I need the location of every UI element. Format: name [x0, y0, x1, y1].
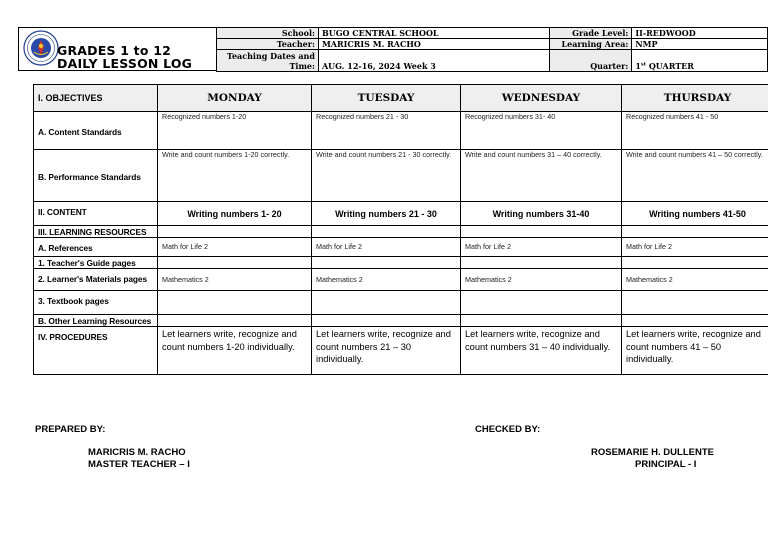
- quarter-ordinal: st: [640, 61, 647, 68]
- learners-materials-row: [34, 269, 768, 291]
- procedures-row: [34, 327, 768, 375]
- table-cell: [312, 226, 461, 238]
- table-cell: Recognized numbers 31- 40: [461, 112, 622, 150]
- table-cell: Writing numbers 31-40: [461, 202, 622, 226]
- wednesday-header: WEDNESDAY: [461, 85, 622, 112]
- table-cell: Recognized numbers 41 - 50: [622, 112, 768, 150]
- table-cell: [312, 257, 461, 269]
- table-cell: [622, 315, 768, 327]
- table-cell: Mathematics 2: [158, 269, 312, 291]
- table-cell: Write and count numbers 21 - 30 correctly.: [312, 150, 461, 202]
- quarter-label: Quarter:: [550, 50, 632, 72]
- deped-seal-icon: [23, 30, 59, 66]
- table-header-row: [34, 85, 768, 112]
- learning-area-value: NMP: [632, 39, 768, 50]
- table-cell: Writing numbers 41-50: [622, 202, 768, 226]
- table-cell: Recognized numbers 21 - 30: [312, 112, 461, 150]
- school-label: School:: [217, 28, 319, 39]
- table-cell: Math for Life 2: [158, 238, 312, 257]
- learning-resources-row: [34, 226, 768, 238]
- table-cell: Writing numbers 1- 20: [158, 202, 312, 226]
- table-cell: [312, 315, 461, 327]
- table-cell: Math for Life 2: [461, 238, 622, 257]
- row-label: B. Other Learning Resources: [38, 316, 152, 326]
- monday-header: MONDAY: [158, 85, 312, 112]
- teacher-value: MARICRIS M. RACHO: [318, 39, 549, 50]
- learning-area-label: Learning Area:: [550, 39, 632, 50]
- table-cell: [461, 257, 622, 269]
- table-cell: Writing numbers 21 - 30: [312, 202, 461, 226]
- grade-level-label: Grade Level:: [550, 28, 632, 39]
- table-cell: Write and count numbers 41 – 50 correctly.: [622, 150, 768, 202]
- checked-by-title: PRINCIPAL - I: [635, 459, 697, 470]
- school-value: BUGO CENTRAL SCHOOL: [318, 28, 549, 39]
- teaching-dates-label-line2: Time:: [289, 60, 315, 71]
- row-label: 2. Learner's Materials pages: [38, 274, 148, 284]
- table-cell: Let learners write, recognize and count numbers 31 – 40 individually.: [461, 327, 622, 375]
- row-label: III. LEARNING RESOURCES: [38, 227, 147, 237]
- header-title-block: [18, 27, 216, 71]
- references-row: [34, 238, 768, 257]
- table-cell: [622, 291, 768, 315]
- quarter-value: [632, 50, 768, 72]
- content-standards-row: [34, 112, 768, 150]
- table-cell: [461, 291, 622, 315]
- row-label: 3. Textbook pages: [38, 296, 109, 306]
- prepared-by-title: MASTER TEACHER – I: [88, 459, 190, 470]
- prepared-by-name: MARICRIS M. RACHO: [88, 447, 186, 458]
- row-label: II. CONTENT: [38, 207, 87, 217]
- table-cell: Recognized numbers 1-20: [158, 112, 312, 150]
- row-label: B. Performance Standards: [38, 171, 141, 182]
- quarter-text: QUARTER: [646, 61, 694, 71]
- objectives-header: I. OBJECTIVES: [34, 85, 158, 112]
- other-resources-row: [34, 315, 768, 327]
- teaching-dates-value: AUG. 12-16, 2024 Week 3: [318, 50, 549, 72]
- table-cell: Math for Life 2: [312, 238, 461, 257]
- checked-by-label: CHECKED BY:: [475, 424, 541, 435]
- table-cell: [158, 226, 312, 238]
- content-row: [34, 202, 768, 226]
- row-label: A. Content Standards: [38, 126, 122, 137]
- table-cell: [461, 226, 622, 238]
- teaching-dates-label-line1: Teaching Dates and: [226, 50, 315, 61]
- teachers-guide-row: [34, 257, 768, 269]
- performance-standards-row: [34, 150, 768, 202]
- table-cell: Mathematics 2: [312, 269, 461, 291]
- table-cell: [622, 226, 768, 238]
- table-cell: Mathematics 2: [622, 269, 768, 291]
- row-label: A. References: [38, 243, 93, 253]
- table-cell: [158, 291, 312, 315]
- table-cell: [158, 315, 312, 327]
- row-label: 1. Teacher's Guide pages: [38, 258, 136, 268]
- thursday-header: THURSDAY: [622, 85, 768, 112]
- prepared-by-label: PREPARED BY:: [35, 424, 106, 435]
- lesson-log-table: [33, 84, 768, 375]
- table-cell: [461, 315, 622, 327]
- teaching-dates-label: [217, 50, 319, 72]
- table-cell: [158, 257, 312, 269]
- header-info-table: [216, 27, 768, 72]
- table-cell: Math for Life 2: [622, 238, 768, 257]
- table-cell: [312, 291, 461, 315]
- table-cell: Let learners write, recognize and count numbers 1-20 individually.: [158, 327, 312, 375]
- table-cell: Write and count numbers 1-20 correctly.: [158, 150, 312, 202]
- teacher-label: Teacher:: [217, 39, 319, 50]
- title-daily-lesson-log: DAILY LESSON LOG: [57, 56, 193, 71]
- table-cell: Let learners write, recognize and count numbers 21 – 30 individually.: [312, 327, 461, 375]
- row-label: IV. PROCEDURES: [38, 332, 108, 342]
- checked-by-name: ROSEMARIE H. DULLENTE: [591, 447, 714, 458]
- table-cell: Let learners write, recognize and count numbers 41 – 50 individually.: [622, 327, 768, 375]
- quarter-number: 1: [635, 61, 641, 71]
- title-grades: GRADES 1 to 12: [57, 43, 171, 58]
- textbook-row: [34, 291, 768, 315]
- tuesday-header: TUESDAY: [312, 85, 461, 112]
- table-cell: Mathematics 2: [461, 269, 622, 291]
- grade-level-value: II-REDWOOD: [632, 28, 768, 39]
- table-cell: [622, 257, 768, 269]
- table-cell: Write and count numbers 31 – 40 correctly.: [461, 150, 622, 202]
